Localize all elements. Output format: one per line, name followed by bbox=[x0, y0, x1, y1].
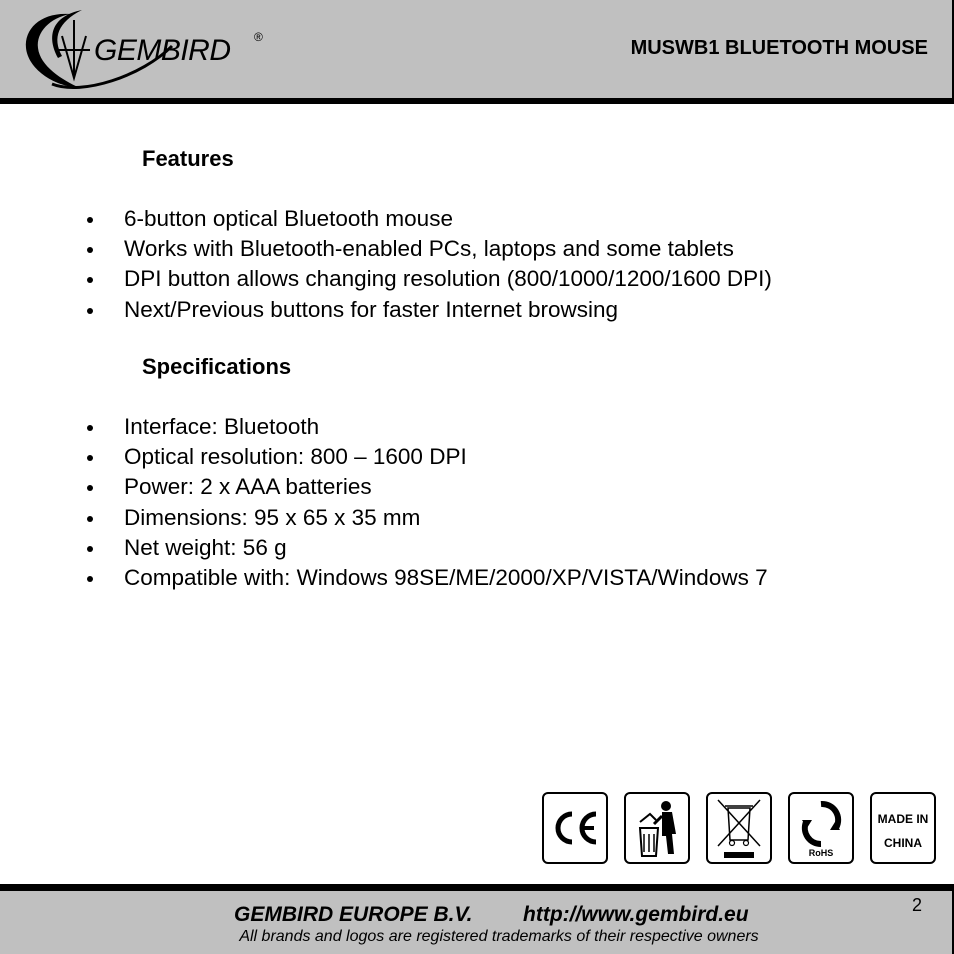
weee-crossed-bin-icon bbox=[706, 792, 772, 864]
list-item: Net weight: 56 g bbox=[0, 533, 900, 563]
bullet-icon bbox=[87, 546, 93, 552]
list-item: Optical resolution: 800 – 1600 DPI bbox=[0, 442, 900, 472]
recycle-bin-person-icon bbox=[624, 792, 690, 864]
footer-trademark-note: All brands and logos are registered trademarks of their respective owners bbox=[239, 928, 759, 945]
page-header bbox=[0, 0, 954, 98]
rohs-label: RoHS bbox=[808, 848, 834, 858]
footer-rule bbox=[0, 884, 954, 891]
list-item: Works with Bluetooth-enabled PCs, laptops and some tablets bbox=[0, 234, 900, 264]
list-item: Power: 2 x AAA batteries bbox=[0, 472, 900, 502]
made-in-label: MADE IN bbox=[877, 812, 929, 826]
china-label: CHINA bbox=[884, 836, 922, 850]
gembird-logo bbox=[22, 6, 262, 92]
bullet-icon bbox=[87, 516, 93, 522]
bullet-icon bbox=[87, 277, 93, 283]
header-rule bbox=[0, 98, 954, 104]
bullet-icon bbox=[87, 425, 93, 431]
rohs-icon bbox=[788, 792, 854, 864]
made-in-china-icon bbox=[870, 792, 936, 864]
list-item: Compatible with: Windows 98SE/ME/2000/XP/VISTA/Windows 7 bbox=[0, 563, 900, 593]
ce-mark-icon bbox=[542, 792, 608, 864]
list-item: Dimensions: 95 x 65 x 35 mm bbox=[0, 503, 900, 533]
features-list bbox=[0, 204, 900, 325]
logo-wordmark: GEMBIRD bbox=[94, 34, 231, 67]
footer-website-link[interactable]: http://www.gembird.eu bbox=[523, 903, 749, 926]
bullet-icon bbox=[87, 247, 93, 253]
list-item: 6-button optical Bluetooth mouse bbox=[0, 204, 900, 234]
registered-mark: ® bbox=[254, 30, 263, 44]
page-number: 2 bbox=[912, 895, 923, 915]
bullet-icon bbox=[87, 308, 93, 314]
bullet-icon bbox=[87, 576, 93, 582]
features-heading: Features bbox=[142, 146, 234, 171]
specifications-list bbox=[0, 412, 900, 593]
bullet-icon bbox=[87, 217, 93, 223]
document-title: MUSWB1 BLUETOOTH MOUSE bbox=[630, 37, 928, 59]
bullet-icon bbox=[87, 485, 93, 491]
page-footer bbox=[0, 891, 954, 954]
list-item: Interface: Bluetooth bbox=[0, 412, 900, 442]
bullet-icon bbox=[87, 455, 93, 461]
list-item: Next/Previous buttons for faster Internet browsing bbox=[0, 295, 900, 325]
footer-company-name: GEMBIRD EUROPE B.V. bbox=[234, 903, 473, 926]
list-item: DPI button allows changing resolution (800/1000/1200/1600 DPI) bbox=[0, 264, 900, 294]
specifications-heading: Specifications bbox=[142, 354, 292, 379]
